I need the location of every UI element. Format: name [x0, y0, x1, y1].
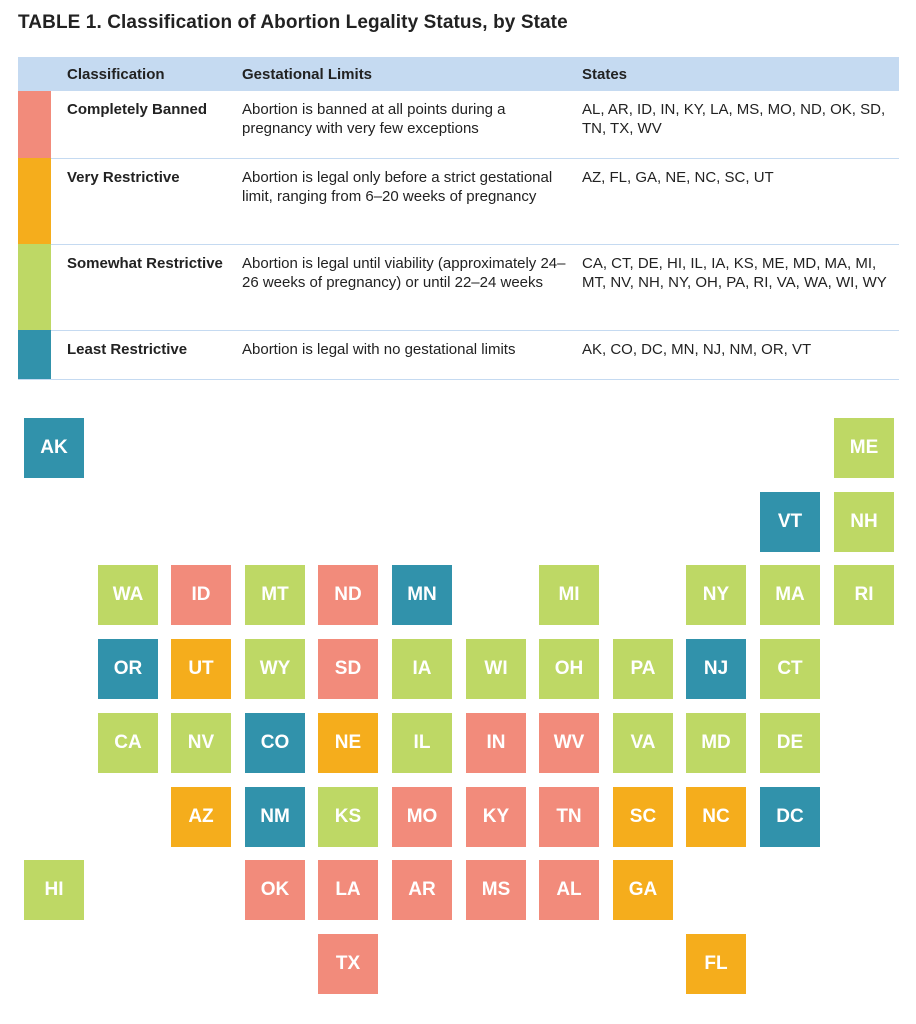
- state-tile-ga: GA: [613, 860, 673, 920]
- page-title: TABLE 1. Classification of Abortion Legality Status, by State: [18, 12, 568, 33]
- state-tile-mn: MN: [392, 565, 452, 625]
- state-tile-fl: FL: [686, 934, 746, 994]
- state-tile-ky: KY: [466, 787, 526, 847]
- state-tile-ok: OK: [245, 860, 305, 920]
- table-header-row: [18, 57, 899, 91]
- table-row-somewhat-restrictive: [18, 244, 899, 330]
- state-tile-sc: SC: [613, 787, 673, 847]
- gestational-limits-text: Abortion is legal with no gestational limits: [242, 330, 582, 380]
- state-tile-vt: VT: [760, 492, 820, 552]
- classification-label: Completely Banned: [51, 91, 242, 158]
- state-tile-dc: DC: [760, 787, 820, 847]
- state-tile-mo: MO: [392, 787, 452, 847]
- state-tile-pa: PA: [613, 639, 673, 699]
- state-tile-tn: TN: [539, 787, 599, 847]
- state-tile-nj: NJ: [686, 639, 746, 699]
- state-tile-al: AL: [539, 860, 599, 920]
- classification-label: Very Restrictive: [51, 158, 242, 244]
- state-tile-ak: AK: [24, 418, 84, 478]
- state-tile-ma: MA: [760, 565, 820, 625]
- state-tile-ny: NY: [686, 565, 746, 625]
- state-tile-me: ME: [834, 418, 894, 478]
- state-tile-az: AZ: [171, 787, 231, 847]
- state-tile-nv: NV: [171, 713, 231, 773]
- classification-label: Somewhat Restrictive: [51, 244, 242, 330]
- state-tile-tx: TX: [318, 934, 378, 994]
- state-tile-va: VA: [613, 713, 673, 773]
- state-tile-hi: HI: [24, 860, 84, 920]
- state-tile-co: CO: [245, 713, 305, 773]
- table-row-least-restrictive: [18, 330, 899, 380]
- state-tile-sd: SD: [318, 639, 378, 699]
- state-tile-id: ID: [171, 565, 231, 625]
- classification-label: Least Restrictive: [51, 330, 242, 380]
- header-gestational-limits: Gestational Limits: [242, 57, 582, 91]
- gestational-limits-text: Abortion is legal until viability (approximately 24–26 weeks of pregnancy) or until 22–24 weeks: [242, 244, 582, 330]
- state-tile-la: LA: [318, 860, 378, 920]
- header-states: States: [582, 57, 899, 91]
- gestational-limits-text: Abortion is banned at all points during a pregnancy with very few exceptions: [242, 91, 582, 158]
- state-tile-wv: WV: [539, 713, 599, 773]
- state-tile-ri: RI: [834, 565, 894, 625]
- table-row-very-restrictive: [18, 158, 899, 244]
- state-tile-in: IN: [466, 713, 526, 773]
- state-tile-ca: CA: [98, 713, 158, 773]
- states-list: AK, CO, DC, MN, NJ, NM, OR, VT: [582, 330, 899, 380]
- state-tile-ne: NE: [318, 713, 378, 773]
- state-tile-oh: OH: [539, 639, 599, 699]
- state-tile-md: MD: [686, 713, 746, 773]
- state-tile-or: OR: [98, 639, 158, 699]
- state-tile-ks: KS: [318, 787, 378, 847]
- state-tile-nd: ND: [318, 565, 378, 625]
- header-swatch: [18, 57, 51, 91]
- state-tile-ms: MS: [466, 860, 526, 920]
- gestational-limits-text: Abortion is legal only before a strict gestational limit, ranging from 6–20 weeks of pregnancy: [242, 158, 582, 244]
- swatch-somewhat-restrictive: [18, 244, 51, 330]
- state-tile-de: DE: [760, 713, 820, 773]
- states-list: CA, CT, DE, HI, IL, IA, KS, ME, MD, MA, MI, MT, NV, NH, NY, OH, PA, RI, VA, WA, WI, WY: [582, 244, 899, 330]
- state-tile-wa: WA: [98, 565, 158, 625]
- classification-table: [18, 57, 899, 380]
- state-tile-ct: CT: [760, 639, 820, 699]
- state-tile-wy: WY: [245, 639, 305, 699]
- state-tile-wi: WI: [466, 639, 526, 699]
- swatch-very-restrictive: [18, 158, 51, 244]
- state-tile-mi: MI: [539, 565, 599, 625]
- header-classification: Classification: [51, 57, 242, 91]
- state-tile-il: IL: [392, 713, 452, 773]
- state-tile-nc: NC: [686, 787, 746, 847]
- state-tile-nh: NH: [834, 492, 894, 552]
- states-list: AL, AR, ID, IN, KY, LA, MS, MO, ND, OK, SD, TN, TX, WV: [582, 91, 899, 158]
- states-list: AZ, FL, GA, NE, NC, SC, UT: [582, 158, 899, 244]
- state-tile-mt: MT: [245, 565, 305, 625]
- state-tile-ia: IA: [392, 639, 452, 699]
- swatch-completely-banned: [18, 91, 51, 158]
- state-tile-ar: AR: [392, 860, 452, 920]
- state-tile-nm: NM: [245, 787, 305, 847]
- swatch-least-restrictive: [18, 330, 51, 380]
- table-row-completely-banned: [18, 91, 899, 158]
- state-tile-ut: UT: [171, 639, 231, 699]
